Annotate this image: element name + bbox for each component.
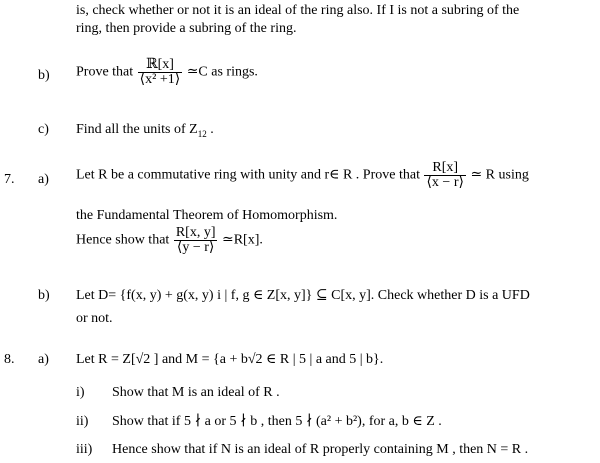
q7a-numerator: R[x] bbox=[424, 161, 465, 176]
q7a-line3-fraction bbox=[174, 226, 218, 255]
q8a-iii-text: Hence show that if N is an ideal of R properly containing M , then N = R . bbox=[112, 442, 529, 457]
q7a-line3 bbox=[76, 226, 263, 255]
q6b-fraction bbox=[138, 58, 183, 87]
q8a-ii-text: Show that if 5 ∤ a or 5 ∤ b , then 5 ∤ (a² + b²), for a, b ∈ Z . bbox=[112, 414, 442, 429]
q6c-subscript: 12 bbox=[197, 128, 207, 139]
q7b-label: b) bbox=[38, 288, 50, 303]
q7a-line3-pre: Hence show that bbox=[76, 232, 170, 248]
q6a-line1: is, check whether or not it is an ideal of the ring also. If I is not a subring of the bbox=[76, 3, 520, 18]
q6b-label: b) bbox=[38, 68, 50, 83]
q7a-fraction bbox=[424, 161, 465, 190]
q8-number: 8. bbox=[4, 352, 15, 367]
q6b-statement bbox=[76, 58, 258, 87]
q8a-text: Let R = Z[√2 ] and M = {a + b√2 ∈ R | 5 | a and 5 | b}. bbox=[76, 352, 384, 367]
q6b-post: ≃C as rings. bbox=[186, 64, 258, 80]
q6b-denominator: ⟨x² +1⟩ bbox=[139, 72, 181, 87]
q7a-label: a) bbox=[38, 172, 49, 187]
q7a-statement bbox=[76, 161, 529, 190]
q8a-i-text: Show that M is an ideal of R . bbox=[112, 385, 280, 400]
q7-number: 7. bbox=[4, 172, 15, 187]
q6c-end: . bbox=[210, 122, 214, 137]
q7b-line2: or not. bbox=[76, 311, 113, 326]
q8a-iii-label: iii) bbox=[76, 442, 93, 457]
q6c-statement bbox=[76, 122, 214, 142]
q6a-line2: ring, then provide a subring of the ring. bbox=[76, 21, 297, 36]
q8a-ii-label: ii) bbox=[76, 414, 89, 429]
q7a-post: ≃ R using bbox=[470, 167, 529, 183]
q8a-i-label: i) bbox=[76, 385, 85, 400]
q6b-numerator: ℝ[x] bbox=[138, 58, 183, 73]
q7a-line3-post: ≃R[x]. bbox=[221, 232, 263, 248]
q7a-line2: the Fundamental Theorem of Homomorphism. bbox=[76, 208, 338, 223]
q6b-pre: Prove that bbox=[76, 64, 134, 80]
q7b-line1: Let D= {f(x, y) + g(x, y) i | f, g ∈ Z[x, y]} ⊆ C[x, y]. Check whether D is a UFD bbox=[76, 288, 530, 303]
q8a-label: a) bbox=[38, 352, 49, 367]
q6c-text: Find all the units of Z bbox=[76, 122, 198, 137]
q7a-denominator: ⟨x − r⟩ bbox=[426, 175, 464, 190]
q7a-line3-denominator: ⟨y − r⟩ bbox=[176, 240, 215, 255]
q7a-line3-numerator: R[x, y] bbox=[175, 225, 216, 240]
q6c-label: c) bbox=[38, 122, 49, 137]
q7a-pre: Let R be a commutative ring with unity and r∈ R . Prove that bbox=[76, 167, 420, 183]
